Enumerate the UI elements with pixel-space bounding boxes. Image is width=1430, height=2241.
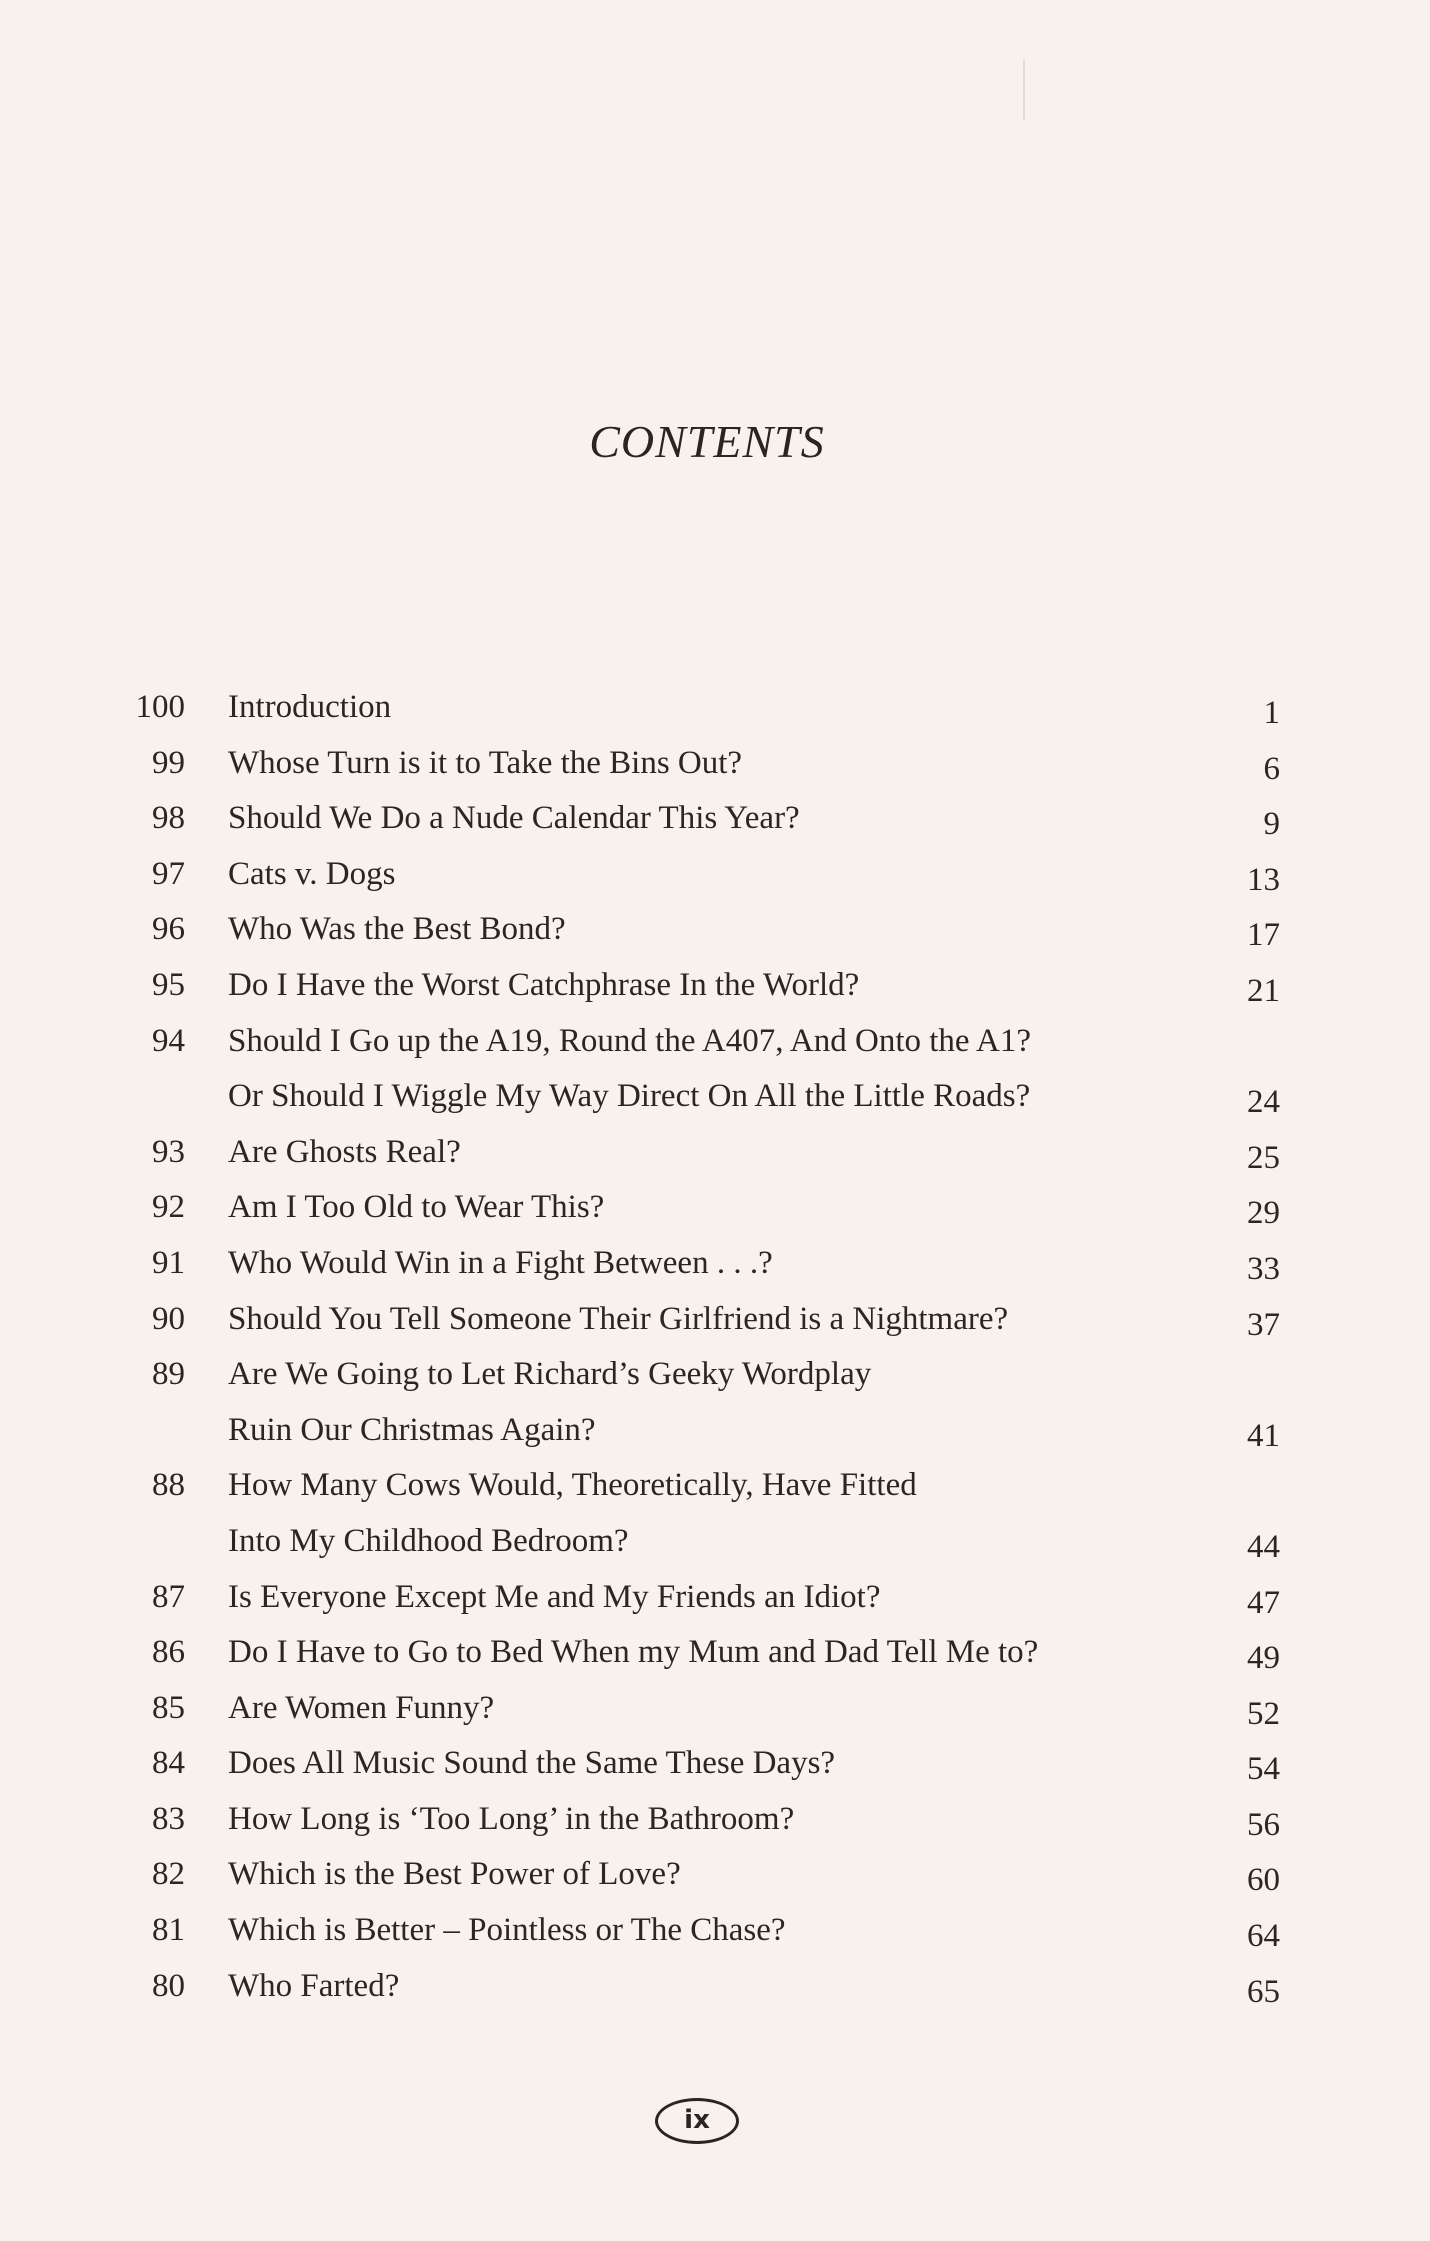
entry-rank: 81 [152,1912,185,1949]
toc-entry [0,791,1430,847]
entry-page-number: 6 [1263,750,1280,787]
entry-page-number: 33 [1247,1250,1280,1287]
entry-title: How Many Cows Would, Theoretically, Have Fitted [228,1467,917,1504]
entry-rank: 96 [152,911,185,948]
toc-entry [0,1236,1430,1292]
entry-rank: 90 [152,1300,185,1337]
entry-page-number: 13 [1247,861,1280,898]
entry-title: Should We Do a Nude Calendar This Year? [228,800,800,837]
entry-rank: 87 [152,1578,185,1615]
toc-entry [0,1125,1430,1181]
toc-entry [0,847,1430,903]
toc-entry [0,958,1430,1014]
entry-title: Which is the Best Power of Love? [228,1856,681,1893]
entry-page-number: 54 [1247,1751,1280,1788]
entry-title: Who Farted? [228,1967,400,2004]
entry-title: Should You Tell Someone Their Girlfriend is a Nightmare? [228,1300,1009,1337]
entry-page-number: 24 [1247,1084,1280,1121]
entry-rank: 85 [152,1689,185,1726]
entry-rank: 91 [152,1244,185,1281]
toc-entry [0,1903,1430,1959]
page-folio: ix [655,2098,739,2144]
entry-rank: 93 [152,1133,185,1170]
entry-rank: 98 [152,800,185,837]
entry-title: Or Should I Wiggle My Way Direct On All the Little Roads? [228,1078,1031,1115]
entry-page-number: 1 [1263,695,1280,731]
entry-title: Is Everyone Except Me and My Friends an Idiot? [228,1578,881,1615]
table-of-contents [0,680,1430,2014]
entry-title: Who Would Win in a Fight Between . . .? [228,1244,773,1281]
entry-rank: 99 [152,744,185,781]
entry-page-number: 65 [1247,1973,1280,2010]
toc-entry [0,1625,1430,1681]
toc-entry [0,1069,1430,1125]
entry-rank: 82 [152,1856,185,1893]
entry-rank: 83 [152,1800,185,1837]
entry-page-number: 60 [1247,1862,1280,1899]
entry-page-number: 41 [1247,1417,1280,1454]
entry-title: Are Ghosts Real? [228,1133,461,1170]
entry-rank: 92 [152,1189,185,1226]
entry-rank: 84 [152,1745,185,1782]
entry-title: Am I Too Old to Wear This? [228,1189,605,1226]
toc-entry [0,1736,1430,1792]
entry-title: Which is Better – Pointless or The Chase? [228,1912,786,1949]
entry-title: Into My Childhood Bedroom? [228,1522,629,1559]
entry-page-number: 17 [1247,917,1280,954]
entry-rank: 97 [152,855,185,892]
toc-entry [0,1458,1430,1514]
entry-page-number: 64 [1247,1918,1280,1955]
toc-entry [0,902,1430,958]
entry-rank: 95 [152,966,185,1003]
toc-entry [0,1959,1430,2015]
entry-title: Are Women Funny? [228,1689,495,1726]
entry-page-number: 44 [1247,1528,1280,1565]
toc-entry [0,1403,1430,1459]
toc-entry [0,1570,1430,1626]
toc-entry [0,680,1430,736]
toc-entry [0,1792,1430,1848]
entry-page-number: 25 [1247,1139,1280,1176]
entry-title: Who Was the Best Bond? [228,911,566,948]
entry-page-number: 9 [1263,806,1280,843]
entry-rank: 86 [152,1634,185,1671]
entry-rank: 80 [152,1967,185,2004]
entry-title: Does All Music Sound the Same These Days? [228,1745,836,1782]
entry-page-number: 52 [1247,1695,1280,1732]
toc-entry [0,1347,1430,1403]
entry-rank: 89 [152,1356,185,1393]
entry-rank: 94 [152,1022,185,1059]
entry-page-number: 21 [1247,972,1280,1009]
entry-title: Are We Going to Let Richard’s Geeky Wordplay [228,1356,872,1393]
toc-entry [0,1014,1430,1070]
entry-title: Should I Go up the A19, Round the A407, And Onto the A1? [228,1022,1031,1059]
entry-page-number: 37 [1247,1306,1280,1343]
toc-entry [0,1681,1430,1737]
toc-entry [0,1180,1430,1236]
toc-entry [0,1847,1430,1903]
contents-heading: CONTENTS [589,416,825,467]
toc-entry [0,1292,1430,1348]
toc-entry [0,1514,1430,1570]
entry-title: Do I Have the Worst Catchphrase In the World? [228,966,860,1003]
entry-title: Ruin Our Christmas Again? [228,1411,596,1448]
entry-page-number: 29 [1247,1195,1280,1232]
entry-page-number: 49 [1247,1640,1280,1677]
entry-page-number: 47 [1247,1584,1280,1621]
entry-rank: 88 [152,1467,185,1504]
entry-title: Do I Have to Go to Bed When my Mum and Dad Tell Me to? [228,1634,1039,1671]
entry-title: How Long is ‘Too Long’ in the Bathroom? [228,1800,795,1837]
page-crease [1023,60,1025,120]
entry-page-number: 56 [1247,1806,1280,1843]
entry-title: Whose Turn is it to Take the Bins Out? [228,744,743,781]
entry-title: Introduction [228,689,392,725]
entry-title: Cats v. Dogs [228,855,396,892]
entry-rank: 100 [135,689,185,725]
toc-entry [0,736,1430,792]
